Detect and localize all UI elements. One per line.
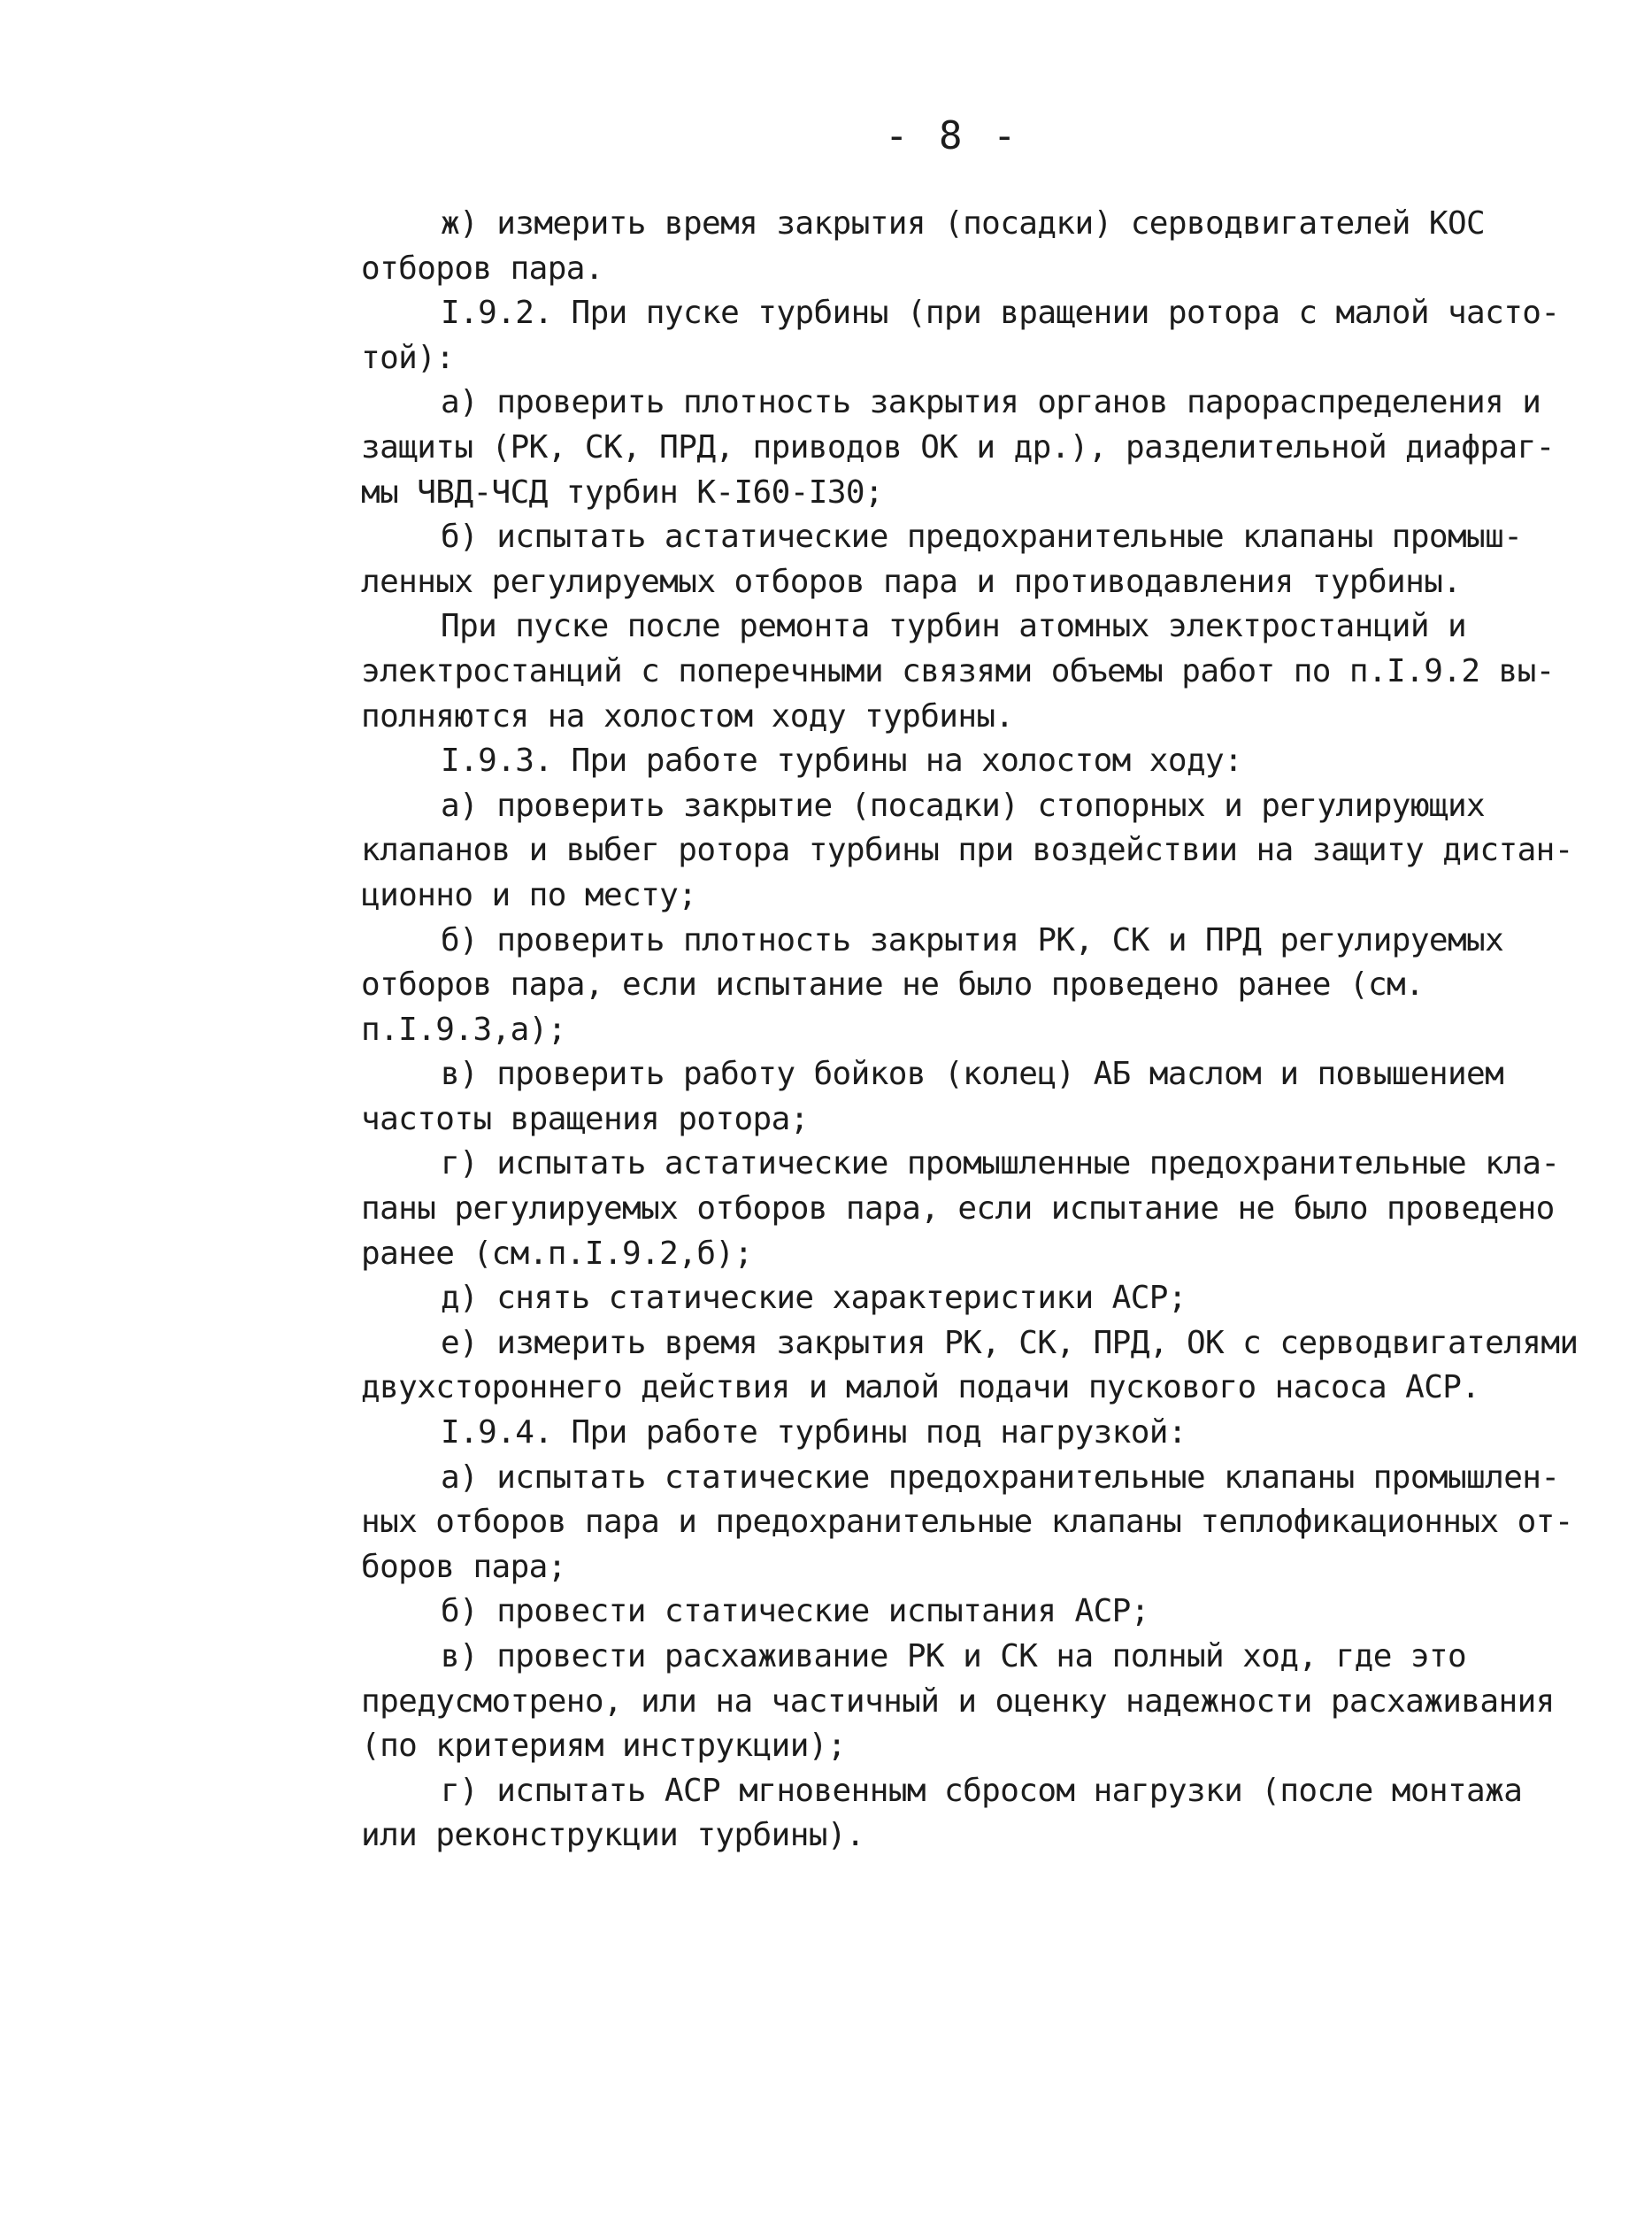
text-line: ранее (см.п.I.9.2,б); <box>361 1235 753 1272</box>
text-line: отборов пара. <box>361 250 603 287</box>
text-line: При пуске после ремонта турбин атомных электростанций и <box>441 608 1467 645</box>
text-line: ционно и по месту; <box>361 876 697 913</box>
text-line: г) испытать астатические промышленные предохранительные кла- <box>441 1145 1560 1182</box>
text-line: I.9.4. При работе турбины под нагрузкой: <box>441 1414 1187 1451</box>
text-line: боров пара; <box>361 1548 566 1585</box>
text-line: б) провести статические испытания АСР; <box>441 1593 1149 1630</box>
text-line: (по критериям инструкции); <box>361 1728 846 1765</box>
text-line: в) провести расхаживание РК и СК на полный ход, где это <box>441 1638 1467 1674</box>
text-line: электростанций с поперечными связями объемы работ по п.I.9.2 вы- <box>361 652 1555 689</box>
text-line: предусмотрено, или на частичный и оценку надежности расхаживания <box>361 1682 1555 1720</box>
text-line: б) проверить плотность закрытия РК, СК и ПРД регулируемых <box>441 921 1504 958</box>
text-line: клапанов и выбег ротора турбины при воздействии на защиту дистан- <box>361 832 1573 869</box>
text-line: б) испытать астатические предохранительные клапаны промыш- <box>441 519 1523 556</box>
text-line: I.9.2. При пуске турбины (при вращении ротора с малой часто- <box>441 295 1560 332</box>
text-line: отборов пара, если испытание не было проведено ранее (см. <box>361 966 1425 1004</box>
text-line: частоты вращения ротора; <box>361 1100 809 1137</box>
text-line: полняются на холостом ходу турбины. <box>361 697 1014 735</box>
text-line: ленных регулируемых отборов пара и противодавления турбины. <box>361 563 1462 600</box>
text-line: ных отборов пара и предохранительные клапаны теплофикационных от- <box>361 1504 1573 1541</box>
page-number: - 8 - <box>885 113 1020 158</box>
text-line: мы ЧВД-ЧСД турбин К-I60-I30; <box>361 473 884 511</box>
text-line: двухстороннего действия и малой подачи пускового насоса АСР. <box>361 1369 1480 1406</box>
document-body <box>361 202 1579 1859</box>
text-line: в) проверить работу бойков (колец) АБ маслом и повышением <box>441 1056 1504 1093</box>
text-line: защиты (РК, СК, ПРД, приводов ОК и др.), разделительной диафраг- <box>361 428 1555 466</box>
text-line: или реконструкции турбины). <box>361 1817 864 1854</box>
text-line: паны регулируемых отборов пара, если испытание не было проведено <box>361 1190 1555 1228</box>
text-line: е) измерить время закрытия РК, СК, ПРД, ОК с серводвигателями <box>441 1324 1579 1361</box>
text-line: I.9.3. При работе турбины на холостом ходу: <box>441 743 1243 780</box>
text-line: а) проверить закрытие (посадки) стопорных и регулирующих <box>441 787 1486 824</box>
text-line: д) снять статические характеристики АСР; <box>441 1280 1187 1317</box>
text-line: той): <box>361 339 455 376</box>
text-line: а) испытать статические предохранительные клапаны промышлен- <box>441 1459 1560 1496</box>
text-line: п.I.9.3,а); <box>361 1011 566 1048</box>
text-line: ж) измерить время закрытия (посадки) серводвигателей КОС <box>441 205 1486 242</box>
text-line: а) проверить плотность закрытия органов парораспределения и <box>441 384 1541 421</box>
text-line: г) испытать АСР мгновенным сбросом нагрузки (после монтажа <box>441 1772 1523 1809</box>
